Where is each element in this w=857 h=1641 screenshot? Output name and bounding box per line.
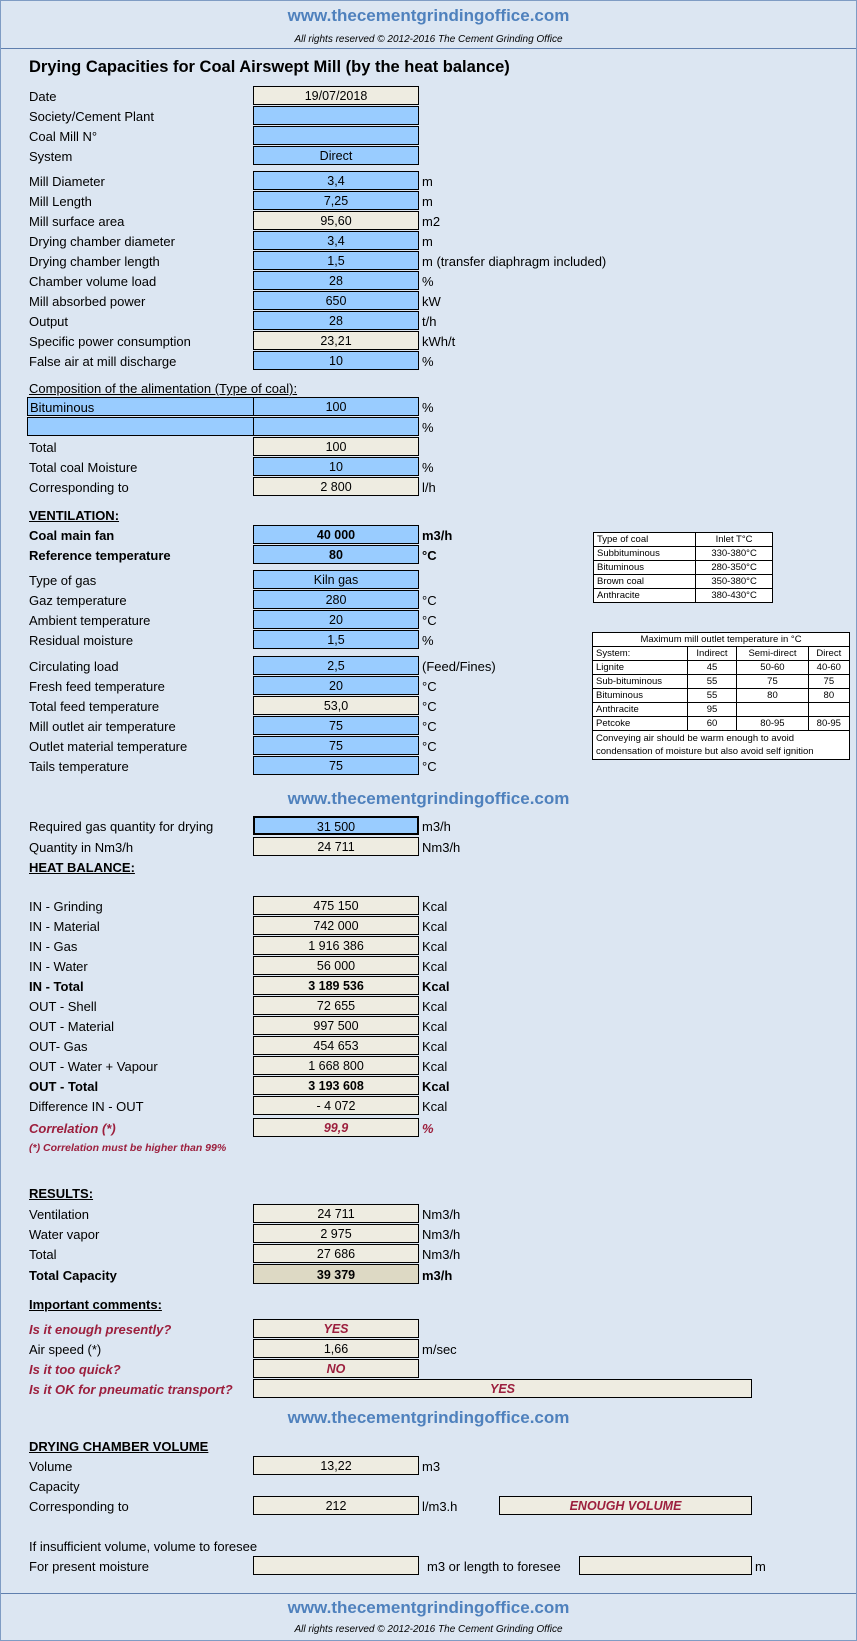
coal-share-2-cell[interactable] bbox=[253, 417, 419, 436]
row-label: OUT- Gas bbox=[29, 1039, 88, 1054]
row-label: Mill Length bbox=[29, 194, 92, 209]
row-unit: Kcal bbox=[422, 959, 448, 974]
volume-verdict-cell[interactable]: ENOUGH VOLUME bbox=[499, 1496, 752, 1515]
row-unit: kW bbox=[422, 294, 441, 309]
row-unit: °C bbox=[422, 739, 437, 754]
row-label: Mill Diameter bbox=[29, 174, 105, 189]
outlet-table-row bbox=[593, 661, 850, 675]
ventilation-heading: VENTILATION: bbox=[29, 508, 120, 523]
row-unit: Kcal bbox=[422, 1059, 448, 1074]
air-speed-label: Air speed (*) bbox=[29, 1342, 102, 1357]
row-value-cell[interactable]: 2,5 bbox=[253, 656, 419, 675]
outlet-table-cell: 55 bbox=[687, 689, 737, 703]
air-speed-cell[interactable]: 1,66 bbox=[253, 1339, 419, 1358]
row-label: Water vapor bbox=[29, 1227, 100, 1242]
outlet-table-cell bbox=[808, 703, 849, 717]
outlet-table-cell: 80 bbox=[808, 689, 849, 703]
composition-total-cell[interactable]: 100 bbox=[253, 437, 419, 456]
volume-cell[interactable]: 13,22 bbox=[253, 1456, 419, 1475]
row-unit: m bbox=[422, 174, 433, 189]
row-unit: m bbox=[422, 234, 433, 249]
row-label: Total feed temperature bbox=[29, 699, 160, 714]
row-unit: Nm3/h bbox=[422, 1227, 461, 1242]
outlet-header-cell: System: bbox=[593, 647, 688, 661]
row-unit: Kcal bbox=[422, 1019, 448, 1034]
total-capacity-cell[interactable]: 39 379 bbox=[253, 1264, 419, 1284]
row-value-cell[interactable]: 56 000 bbox=[253, 956, 419, 975]
row-label: Circulating load bbox=[29, 659, 119, 674]
row-value-cell[interactable]: 95,60 bbox=[253, 211, 419, 230]
row-unit: % bbox=[422, 274, 434, 289]
row-value-cell[interactable]: 28 bbox=[253, 271, 419, 290]
outlet-table-cell: 40-60 bbox=[808, 661, 849, 675]
inlet-temperature-table bbox=[593, 532, 773, 603]
inlet-table-cell: Subbituminous bbox=[594, 547, 696, 561]
insufficient-volume-label: If insufficient volume, volume to foresee bbox=[29, 1539, 258, 1554]
footer-divider bbox=[1, 1593, 856, 1594]
reference-temp-label: Reference temperature bbox=[29, 548, 171, 563]
outlet-table-cell: 75 bbox=[737, 675, 808, 689]
chamber-corresponding-cell[interactable]: 212 bbox=[253, 1496, 419, 1515]
row-value-cell[interactable]: 1 916 386 bbox=[253, 936, 419, 955]
row-value-cell[interactable]: 1,5 bbox=[253, 630, 419, 649]
length-to-foresee-cell[interactable] bbox=[579, 1556, 752, 1575]
outlet-table-cell: 60 bbox=[687, 717, 737, 731]
composition-heading: Composition of the alimentation (Type of coal): bbox=[29, 381, 298, 396]
inlet-table-row bbox=[594, 589, 773, 603]
inlet-table-cell: 380-430°C bbox=[696, 589, 773, 603]
coal-moisture-unit: % bbox=[422, 460, 434, 475]
outlet-table-cell: 45 bbox=[687, 661, 737, 675]
row-label: IN - Total bbox=[29, 979, 84, 994]
outlet-table-cell: 80 bbox=[737, 689, 808, 703]
outlet-table-cell: Sub-bituminous bbox=[593, 675, 688, 689]
outlet-table-row bbox=[593, 703, 850, 717]
row-unit: Kcal bbox=[422, 999, 448, 1014]
outlet-note-line: Conveying air should be warm enough to avoid bbox=[596, 733, 795, 744]
row-unit: Nm3/h bbox=[422, 1247, 461, 1262]
page-title: Drying Capacities for Coal Airswept Mill (by the heat balance) bbox=[29, 58, 510, 76]
outlet-table-cell: 80-95 bbox=[737, 717, 808, 731]
row-value-cell[interactable]: 10 bbox=[253, 351, 419, 370]
row-value-cell[interactable]: 1 668 800 bbox=[253, 1056, 419, 1075]
row-unit: m (transfer diaphragm included) bbox=[422, 254, 607, 269]
row-value-cell[interactable]: 24 711 bbox=[253, 1204, 419, 1223]
length-to-foresee-unit: m bbox=[755, 1559, 766, 1574]
heat-balance-heading: HEAT BALANCE: bbox=[29, 860, 135, 875]
too-quick-cell[interactable]: NO bbox=[253, 1359, 419, 1378]
row-label: Tails temperature bbox=[29, 759, 129, 774]
inlet-table-header bbox=[594, 533, 773, 547]
row-unit: Kcal bbox=[422, 899, 448, 914]
row-value-cell[interactable]: 997 500 bbox=[253, 1016, 419, 1035]
row-value-cell[interactable]: 23,21 bbox=[253, 331, 419, 350]
correlation-cell[interactable]: 99,9 bbox=[253, 1118, 419, 1137]
system-cell[interactable]: Direct bbox=[253, 146, 419, 165]
too-quick-label: Is it too quick? bbox=[29, 1362, 121, 1377]
row-value-cell[interactable]: 742 000 bbox=[253, 916, 419, 935]
row-label: Mill outlet air temperature bbox=[29, 719, 176, 734]
row-unit: °C bbox=[422, 613, 437, 628]
row-unit: Nm3/h bbox=[422, 1207, 461, 1222]
row-value-cell[interactable]: 454 653 bbox=[253, 1036, 419, 1055]
row-value-cell[interactable]: 1,5 bbox=[253, 251, 419, 270]
row-unit: °C bbox=[422, 679, 437, 694]
outlet-table-row bbox=[593, 675, 850, 689]
inlet-table-cell: Bituminous bbox=[594, 561, 696, 575]
row-label: Fresh feed temperature bbox=[29, 679, 165, 694]
total-capacity-unit: m3/h bbox=[422, 1268, 453, 1283]
inlet-table-cell: 280-350°C bbox=[696, 561, 773, 575]
row-value-cell[interactable]: 475 150 bbox=[253, 896, 419, 915]
outlet-note-line: condensation of moisture but also avoid self ignition bbox=[596, 746, 814, 757]
capacity-label: Capacity bbox=[29, 1479, 80, 1494]
inlet-table-row bbox=[594, 561, 773, 575]
row-label: False air at mill discharge bbox=[29, 354, 177, 369]
row-unit: °C bbox=[422, 759, 437, 774]
reference-temp-cell[interactable]: 80 bbox=[253, 545, 419, 564]
row-value-cell[interactable]: 650 bbox=[253, 291, 419, 310]
outlet-table-header bbox=[593, 647, 850, 661]
quantity-nm3-cell[interactable]: 24 711 bbox=[253, 837, 419, 856]
row-label: Output bbox=[29, 314, 69, 329]
coal-main-fan-label: Coal main fan bbox=[29, 528, 115, 543]
row-label: Mill absorbed power bbox=[29, 294, 146, 309]
row-value-cell[interactable]: 20 bbox=[253, 676, 419, 695]
coal-moisture-label: Total coal Moisture bbox=[29, 460, 138, 475]
row-label: Total bbox=[29, 1247, 57, 1262]
results-heading: RESULTS: bbox=[29, 1186, 94, 1201]
required-gas-label: Required gas quantity for drying bbox=[29, 819, 214, 834]
length-to-foresee-label: m3 or length to foresee bbox=[427, 1559, 561, 1574]
reference-temp-unit: °C bbox=[422, 548, 437, 563]
coal-moisture-cell[interactable]: 10 bbox=[253, 457, 419, 476]
row-label: Type of gas bbox=[29, 573, 97, 588]
row-label: Drying chamber length bbox=[29, 254, 160, 269]
row-value-cell[interactable]: 7,25 bbox=[253, 191, 419, 210]
row-label: Mill surface area bbox=[29, 214, 125, 229]
inlet-table-row bbox=[594, 547, 773, 561]
row-label: Drying chamber diameter bbox=[29, 234, 175, 249]
enough-presently-cell[interactable]: YES bbox=[253, 1319, 419, 1338]
site-footer-link[interactable]: www.thecementgrindingoffice.com bbox=[287, 1598, 570, 1617]
volume-unit: m3 bbox=[422, 1459, 441, 1474]
row-value-cell[interactable]: 28 bbox=[253, 311, 419, 330]
outlet-table-note bbox=[593, 731, 850, 760]
society-cell[interactable] bbox=[253, 106, 419, 125]
row-value-cell[interactable]: 53,0 bbox=[253, 696, 419, 715]
row-label: OUT - Water + Vapour bbox=[29, 1059, 158, 1074]
row-unit: (Feed/Fines) bbox=[422, 659, 496, 674]
row-label: IN - Material bbox=[29, 919, 100, 934]
composition-total-label: Total bbox=[29, 440, 57, 455]
row-label: Difference IN - OUT bbox=[29, 1099, 144, 1114]
row-label: OUT - Shell bbox=[29, 999, 97, 1014]
inlet-header-cell: Inlet T°C bbox=[696, 533, 773, 547]
coal-main-fan-cell[interactable]: 40 000 bbox=[253, 525, 419, 544]
row-label: Ventilation bbox=[29, 1207, 89, 1222]
row-value-cell[interactable]: 72 655 bbox=[253, 996, 419, 1015]
row-unit: Kcal bbox=[422, 1079, 450, 1094]
row-value-cell[interactable]: 20 bbox=[253, 610, 419, 629]
outlet-table-cell: 55 bbox=[687, 675, 737, 689]
outlet-table-cell: 80-95 bbox=[808, 717, 849, 731]
row-unit: kWh/t bbox=[422, 334, 456, 349]
row-label: Ambient temperature bbox=[29, 613, 151, 628]
row-value-cell[interactable]: - 4 072 bbox=[253, 1096, 419, 1115]
rights-notice: All rights reserved © 2012-2016 The Cement Grinding Office bbox=[294, 34, 563, 45]
row-label: Residual moisture bbox=[29, 633, 134, 648]
row-unit: m bbox=[422, 194, 433, 209]
row-value-cell[interactable]: 3 193 608 bbox=[253, 1076, 419, 1095]
outlet-table-cell: 95 bbox=[687, 703, 737, 717]
site-mid-link[interactable]: www.thecementgrindingoffice.com bbox=[287, 789, 570, 808]
outlet-table-row bbox=[593, 689, 850, 703]
air-speed-unit: m/sec bbox=[422, 1342, 457, 1357]
row-value-cell[interactable]: 27 686 bbox=[253, 1244, 419, 1263]
inlet-header-cell: Type of coal bbox=[594, 533, 696, 547]
required-gas-unit: m3/h bbox=[422, 819, 451, 834]
row-unit: °C bbox=[422, 699, 437, 714]
correlation-unit: % bbox=[422, 1121, 434, 1136]
outlet-table-cell: 75 bbox=[808, 675, 849, 689]
present-moisture-label: For present moisture bbox=[29, 1559, 149, 1574]
pneumatic-transport-cell[interactable]: YES bbox=[253, 1379, 752, 1398]
date-cell[interactable]: 19/07/2018 bbox=[253, 86, 419, 105]
row-label: Outlet material temperature bbox=[29, 739, 188, 754]
row-label: Gaz temperature bbox=[29, 593, 127, 608]
header-divider bbox=[1, 48, 856, 49]
outlet-table-cell bbox=[737, 703, 808, 717]
row-value-cell[interactable]: 3,4 bbox=[253, 171, 419, 190]
footer-rights-notice: All rights reserved © 2012-2016 The Cement Grinding Office bbox=[294, 1624, 563, 1635]
row-unit: Kcal bbox=[422, 1039, 448, 1054]
row-value-cell[interactable]: Kiln gas bbox=[253, 570, 419, 589]
coal-share-1-unit: % bbox=[422, 400, 434, 415]
outlet-table-cell: Bituminous bbox=[593, 689, 688, 703]
system-label: System bbox=[29, 149, 73, 164]
comments-heading: Important comments: bbox=[29, 1297, 162, 1312]
row-value-cell[interactable]: 3,4 bbox=[253, 231, 419, 250]
total-capacity-label: Total Capacity bbox=[29, 1268, 117, 1283]
row-unit: Kcal bbox=[422, 979, 450, 994]
row-value-cell[interactable]: 75 bbox=[253, 756, 419, 775]
site-lower-link[interactable]: www.thecementgrindingoffice.com bbox=[287, 1408, 570, 1427]
row-value-cell[interactable]: 280 bbox=[253, 590, 419, 609]
coal-share-1-cell[interactable]: 100 bbox=[253, 397, 419, 416]
enough-presently-label: Is it enough presently? bbox=[29, 1322, 172, 1337]
row-unit: Kcal bbox=[422, 939, 448, 954]
row-unit: % bbox=[422, 354, 434, 369]
outlet-table-note-row bbox=[593, 731, 850, 760]
row-unit: Kcal bbox=[422, 1099, 448, 1114]
row-unit: m2 bbox=[422, 214, 441, 229]
outlet-header-cell: Direct bbox=[808, 647, 849, 661]
coal-share-2-unit: % bbox=[422, 420, 434, 435]
volume-label: Volume bbox=[29, 1459, 73, 1474]
coal-mill-label: Coal Mill N° bbox=[29, 129, 98, 144]
corresponding-label: Corresponding to bbox=[29, 480, 129, 495]
coal-mill-cell[interactable] bbox=[253, 126, 419, 145]
date-label: Date bbox=[29, 89, 57, 104]
row-label: OUT - Material bbox=[29, 1019, 114, 1034]
inlet-table-cell: Brown coal bbox=[594, 575, 696, 589]
row-label: OUT - Total bbox=[29, 1079, 99, 1094]
row-value-cell[interactable]: 2 975 bbox=[253, 1224, 419, 1243]
row-label: IN - Water bbox=[29, 959, 88, 974]
row-value-cell[interactable]: 3 189 536 bbox=[253, 976, 419, 995]
outlet-table-cell: 50-60 bbox=[737, 661, 808, 675]
inlet-table-cell: Anthracite bbox=[594, 589, 696, 603]
inlet-table-cell: 350-380°C bbox=[696, 575, 773, 589]
present-moisture-cell[interactable] bbox=[253, 1556, 419, 1575]
row-label: Specific power consumption bbox=[29, 334, 191, 349]
row-label: IN - Grinding bbox=[29, 899, 103, 914]
chamber-corresponding-unit: l/m3.h bbox=[422, 1499, 458, 1514]
coal-main-fan-unit: m3/h bbox=[422, 528, 453, 543]
row-unit: Kcal bbox=[422, 919, 448, 934]
row-unit: % bbox=[422, 633, 434, 648]
row-value-cell[interactable]: 75 bbox=[253, 716, 419, 735]
corresponding-unit: l/h bbox=[422, 480, 436, 495]
outlet-temperature-table bbox=[592, 632, 850, 760]
row-label: Chamber volume load bbox=[29, 274, 157, 289]
coal-type-1-cell[interactable]: Bituminous bbox=[27, 397, 254, 416]
quantity-nm3-label: Quantity in Nm3/h bbox=[29, 840, 134, 855]
outlet-table-cell: Anthracite bbox=[593, 703, 688, 717]
society-label: Society/Cement Plant bbox=[29, 109, 155, 124]
row-label: IN - Gas bbox=[29, 939, 78, 954]
pneumatic-transport-label: Is it OK for pneumatic transport? bbox=[29, 1382, 233, 1397]
required-gas-cell[interactable]: 31 500 bbox=[253, 816, 419, 835]
quantity-nm3-unit: Nm3/h bbox=[422, 840, 461, 855]
row-unit: t/h bbox=[422, 314, 437, 329]
correlation-note: (*) Correlation must be higher than 99% bbox=[29, 1142, 227, 1154]
outlet-header-cell: Semi-direct bbox=[737, 647, 808, 661]
outlet-table-title-row bbox=[593, 633, 850, 647]
row-unit: °C bbox=[422, 719, 437, 734]
outlet-table-title: Maximum mill outlet temperature in °C bbox=[593, 633, 850, 647]
inlet-table-cell: 330-380°C bbox=[696, 547, 773, 561]
chamber-corresponding-label: Corresponding to bbox=[29, 1499, 129, 1514]
outlet-table-row bbox=[593, 717, 850, 731]
coal-type-2-cell[interactable] bbox=[27, 417, 254, 436]
row-value-cell[interactable]: 75 bbox=[253, 736, 419, 755]
outlet-table-cell: Petcoke bbox=[593, 717, 688, 731]
outlet-header-cell: Indirect bbox=[687, 647, 737, 661]
site-header-link[interactable]: www.thecementgrindingoffice.com bbox=[287, 6, 570, 25]
drying-chamber-heading: DRYING CHAMBER VOLUME bbox=[29, 1439, 209, 1454]
corresponding-cell[interactable]: 2 800 bbox=[253, 477, 419, 496]
correlation-label: Correlation (*) bbox=[29, 1121, 116, 1136]
outlet-table-cell: Lignite bbox=[593, 661, 688, 675]
row-unit: °C bbox=[422, 593, 437, 608]
inlet-table-row bbox=[594, 575, 773, 589]
